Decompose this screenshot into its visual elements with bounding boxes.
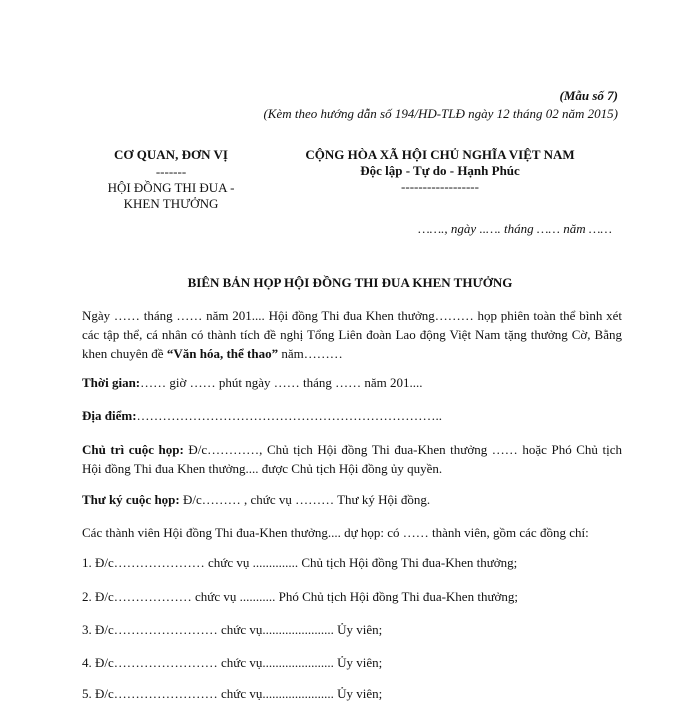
council-name-line1: HỘI ĐỒNG THI ĐUA - [107, 180, 235, 195]
place-line [82, 406, 622, 425]
chair-paragraph [82, 440, 622, 478]
secretary-label: Thư ký cuộc họp: [82, 492, 180, 507]
place-value: …………………………………………………………….. [136, 408, 443, 423]
agency-name: CƠ QUAN, ĐƠN VỊ [114, 147, 228, 162]
left-separator: ------- [155, 164, 187, 179]
chair-label: Chủ trì cuộc họp: [82, 442, 184, 457]
council-name-line2: KHEN THƯỞNG [123, 196, 219, 211]
form-guideline: (Kèm theo hướng dẫn số 194/HD-TLĐ ngày 12 tháng 02 năm 2015) [263, 106, 618, 121]
time-value: …… giờ …… phút ngày …… tháng …… năm 201.... [140, 375, 423, 390]
right-separator: ------------------ [401, 179, 479, 194]
member-item-1: 1. Đ/c………………… chức vụ .............. Chủ tịch Hội đồng Thi đua-Khen thưởng; [82, 555, 518, 570]
place-label: Địa điểm: [82, 408, 137, 423]
document-title: BIÊN BẢN HỌP HỘI ĐỒNG THI ĐUA KHEN THƯỞNG [187, 275, 513, 290]
secretary-value: Đ/c……… , chức vụ ……… Thư ký Hội đồng. [179, 492, 431, 507]
time-label: Thời gian: [82, 375, 141, 390]
secretary-line [82, 490, 622, 509]
country-name: CỘNG HÒA XÃ HỘI CHỦ NGHĨA VIỆT NAM [305, 147, 575, 162]
member-item-4: 4. Đ/c…………………… chức vụ...................... Ủy viên; [82, 655, 383, 670]
chair-value: Đ/c…………, Chủ tịch Hội đồng Thi đua-Khen thưởng …… hoặc Phó Chủ tịch Hội đồng Thi đua Khen thưởng.... được Chủ tịch Hội đồng ủy quyền. [82, 442, 622, 476]
member-item-3: 3. Đ/c…………………… chức vụ...................... Ủy viên; [82, 622, 383, 637]
national-motto: Độc lập - Tự do - Hạnh Phúc [360, 163, 520, 178]
intro-text-before: Ngày …… tháng …… năm 201.... Hội đồng Thi đua Khen thưởng……… họp phiên toàn thể bình xét các tập thể, cá nhân có thành tích đề nghị Tổng Liên đoàn Lao động Việt Nam tặng thưởng Cờ, Bằng khen chuyên đề [82, 308, 622, 361]
form-number: (Mẫu số 7) [559, 88, 618, 103]
member-item-5: 5. Đ/c…………………… chức vụ...................... Ủy viên; [82, 686, 383, 701]
date-line: ……., ngày ..…. tháng …… năm …… [418, 221, 612, 236]
intro-highlight: “Văn hóa, thể thao” [166, 346, 279, 361]
intro-text-after: năm……… [278, 346, 343, 361]
member-item-2: 2. Đ/c……………… chức vụ ........... Phó Chủ tịch Hội đồng Thi đua-Khen thưởng; [82, 589, 518, 604]
intro-paragraph [82, 306, 622, 363]
attendance-line: Các thành viên Hội đồng Thi đua-Khen thưởng.... dự họp: có …… thành viên, gồm các đồng chí: [82, 525, 589, 540]
time-line [82, 373, 622, 392]
